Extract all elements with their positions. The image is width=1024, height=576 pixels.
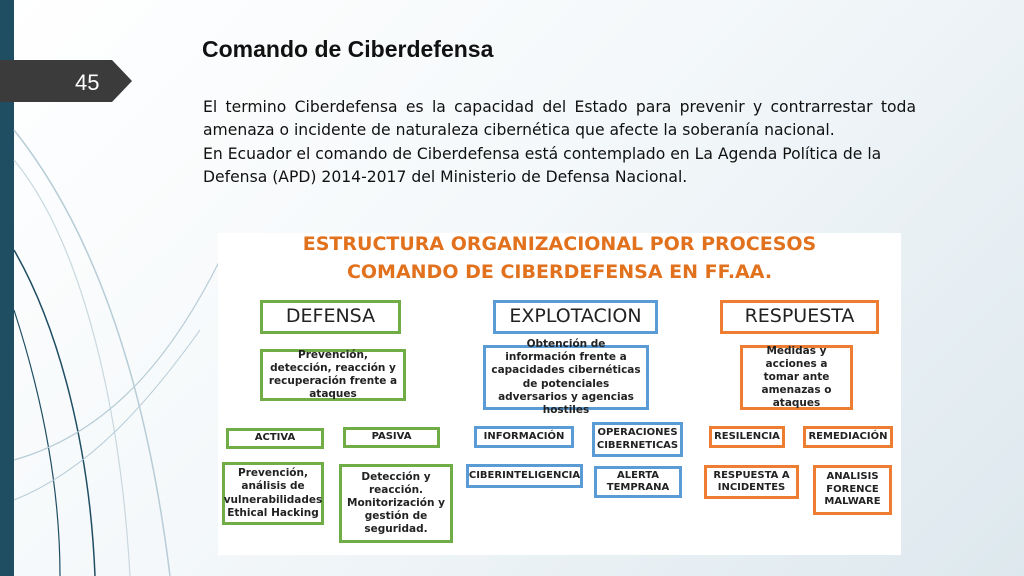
paragraph-definition: El termino Ciberdefensa es la capacidad del Estado para prevenir y contrarrestar toda amenaza o incidente de naturaleza cibernética que afecte la soberanía nacional. [203,98,916,140]
respuesta-incidentes-box: RESPUESTA A INCIDENTES [704,465,799,499]
chart-heading-line1: ESTRUCTURA ORGANIZACIONAL POR PROCESOS [302,233,817,255]
informacion-box: INFORMACIÓN [474,426,574,448]
ciberinteligencia-box: CIBERINTELIGENCIA [466,464,583,488]
slide-number: 45 [75,70,100,95]
slide-title: Comando de Ciberdefensa [202,36,494,62]
slide-number-tab [0,60,132,102]
explotacion-box: EXPLOTACION [493,300,658,334]
operaciones-cyber-box: OPERACIONES CIBERNETICAS [592,422,683,457]
respuesta-description: Medidas y acciones a tomar ante amenazas o ataques [740,345,853,410]
paragraph-ecuador: En Ecuador el comando de Ciberdefensa está contemplado en La Agenda Política de la Defensa (APD) 2014-2017 del Ministerio de Defensa Nacional. [203,144,882,187]
activa-box: ACTIVA [226,428,324,449]
defensa-description: Prevención, detección, reacción y recuperación frente a ataques [260,349,406,401]
body-text [203,96,916,190]
chart-heading-line2: COMANDO DE CIBERDEFENSA EN FF.AA. [346,261,773,283]
remediacion-box: REMEDIACIÓN [803,426,893,448]
alerta-temprana-box: ALERTA TEMPRANA [594,466,682,498]
resilencia-box: RESILENCIA [709,426,785,448]
pasiva-box: PASIVA [343,427,440,448]
respuesta-box: RESPUESTA [720,300,879,334]
activa-detail: Prevención, análisis de vulnerabilidades Ethical Hacking [222,462,324,525]
analisis-forence-box: ANALISIS FORENCE MALWARE [813,465,892,515]
org-chart-image [218,233,901,555]
explotacion-description: Obtención de información frente a capacidades cibernéticas de potenciales adversarios y agencias hostiles [483,345,649,410]
defensa-box: DEFENSA [260,300,401,334]
pasiva-detail: Detección y reacción. Monitorización y gestión de seguridad. [339,464,453,543]
